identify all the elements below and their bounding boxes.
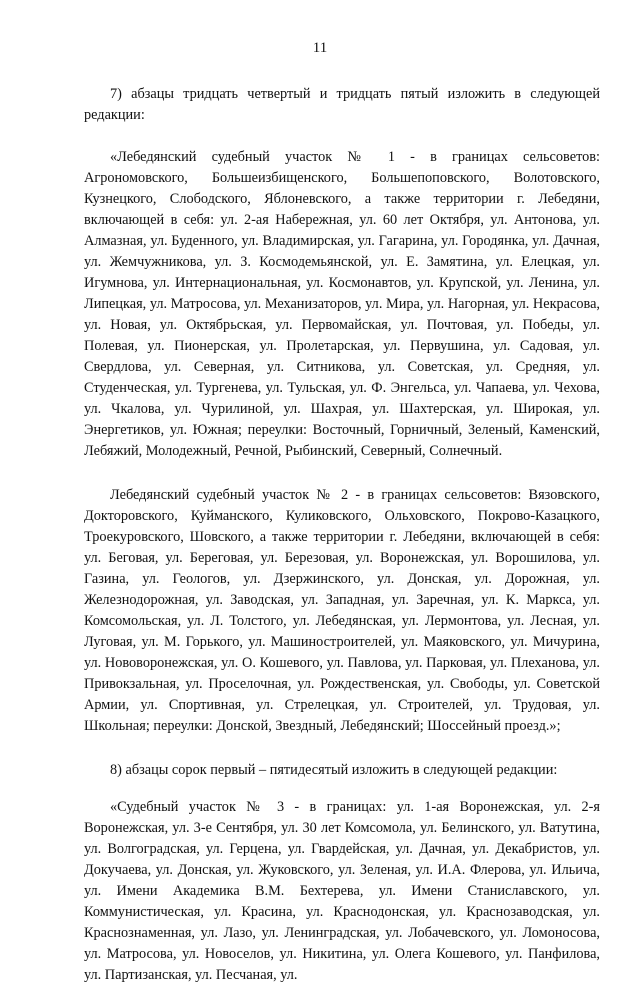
district-1-paragraph: «Лебедянский судебный участок № 1 - в границах сельсоветов: Агрономовского, Большеизбищенского, Большепоповского, Волотовского, Кузнецкого, Слободского, Яблоневского, а также территории г. Лебедяни, включающей в себя: ул. 2-ая Набережная, ул. 60 лет Октября, ул. Антонова, ул. Алмазная, ул. Буденного, ул. Владимирская, ул. Гагарина, ул. Городянка, ул. Дачная, ул. Жемчужникова, ул. З. Космодемьянской, ул. Е. Замятина, ул. Елецкая, ул. Игумнова, ул. Интернациональная, ул. Космонавтов, ул. Крупской, ул. Ленина, ул. Липецкая, ул. Матросова, ул. Механизаторов, ул. Мира, ул. Нагорная, ул. Некрасова, ул. Новая, ул. Октябрьская, ул. Первомайская, ул. Почтовая, ул. Победы, ул. Полевая, ул. Пионерская, ул. Пролетарская, ул. Первушина, ул. Садовая, ул. Свердлова, ул. Северная, ул. Ситникова, ул. Советская, ул. Средняя, ул. Студенческая, ул. Тургенева, ул. Тульская, ул. Ф. Энгельса, ул. Чапаева, ул. Чехова, ул. Чкалова, ул. Чурилиной, ул. Шахрая, ул. Шахтерская, ул. Широкая, ул. Энергетиков, ул. Южная; переулки: Восточный, Горничный, Зеленый, Каменский, Лебяжий, Молодежный, Речной, Рыбинский, Северный, Солнечный. (84, 149, 600, 459)
paragraph-spacer (84, 462, 600, 485)
paragraph-spacer (84, 737, 600, 760)
instruction-paragraph-8: 8) абзацы сорок первый – пятидесятый изложить в следующей редакции: (110, 762, 558, 778)
page-number: 11 (312, 40, 328, 56)
district-3-paragraph: «Судебный участок № 3 - в границах: ул. 1-ая Воронежская, ул. 2-я Воронежская, ул. 3-е Сентября, ул. 30 лет Комсомола, ул. Белинского, ул. Ватутина, ул. Волгоградская, ул. Герцена, ул. Гвардейская, ул. Дачная, ул. Декабристов, ул. Докучаева, ул. Донская, ул. Жуковского, ул. Зеленая, ул. И.А. Флерова, ул. Ильича, ул. Имени Академика В.М. Бехтерева, ул. Имени Станиславского, ул. Коммунистическая, ул. Красина, ул. Краснодонская, ул. Краснозаводская, ул. Краснознаменная, ул. Лазо, ул. Ленинградская, ул. Лобачевского, ул. Ломоносова, ул. Матросова, ул. Новоселов, ул. Никитина, ул. Олега Кошевого, ул. Панфилова, ул. Партизанская, ул. Песчаная, ул. (84, 799, 600, 983)
instruction-paragraph-7: 7) абзацы тридцать четвертый и тридцать пятый изложить в следующей редакции: (84, 86, 600, 123)
district-2-paragraph: Лебедянский судебный участок № 2 - в границах сельсоветов: Вязовского, Докторовского, Куйманского, Куликовского, Ольховского, Покрово-Казацкого, Троекуровского, Шовского, а также территории г. Лебедяни, включающей в себя: ул. Беговая, ул. Береговая, ул. Березовая, ул. Воронежская, ул. Ворошилова, ул. Газина, ул. Геологов, ул. Дзержинского, ул. Донская, ул. Дорожная, ул. Железнодорожная, ул. Заводская, ул. Западная, ул. Заречная, ул. К. Маркса, ул. Комсомольская, ул. Л. Толстого, ул. Лебедянская, ул. Лермонтова, ул. Лесная, ул. Луговая, ул. М. Горького, ул. Машиностроителей, ул. Маяковского, ул. Мичурина, ул. Нововоронежская, ул. О. Кошевого, ул. Павлова, ул. Парковая, ул. Плеханова, ул. Привокзальная, ул. Проселочная, ул. Рождественская, ул. Свободы, ул. Советской Армии, ул. Спортивная, ул. Стрелецкая, ул. Строителей, ул. Трудовая, ул. Школьная; переулки: Донской, Звездный, Лебедянский; Шоссейный проезд.»; (84, 487, 600, 734)
paragraph-spacer (84, 781, 600, 797)
paragraph-spacer (84, 126, 600, 147)
document-body (84, 84, 600, 986)
